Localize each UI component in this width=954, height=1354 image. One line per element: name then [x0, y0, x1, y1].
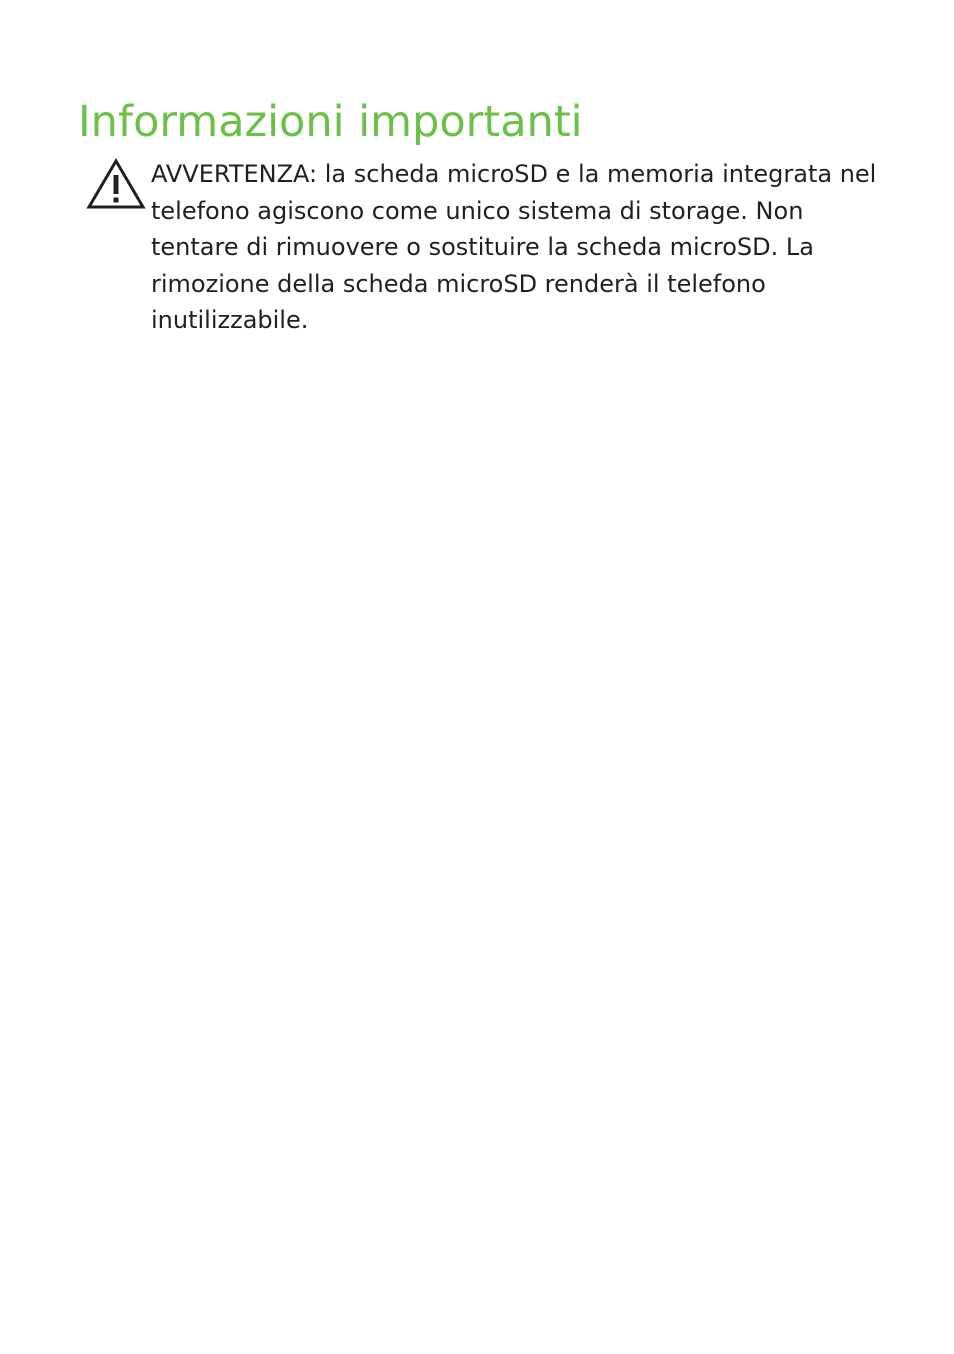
warning-label: AVVERTENZA: [151, 160, 318, 188]
warning-triangle-icon [86, 158, 146, 210]
warning-text [151, 156, 886, 339]
page-title: Informazioni importanti [78, 97, 583, 147]
warning-body: la scheda microSD e la memoria integrata nel telefono agiscono come unico sistema di storage. Non tentare di rimuovere o sostituire la scheda microSD. La rimozione della scheda microSD renderà il telefono inutilizzabile. [151, 160, 877, 334]
